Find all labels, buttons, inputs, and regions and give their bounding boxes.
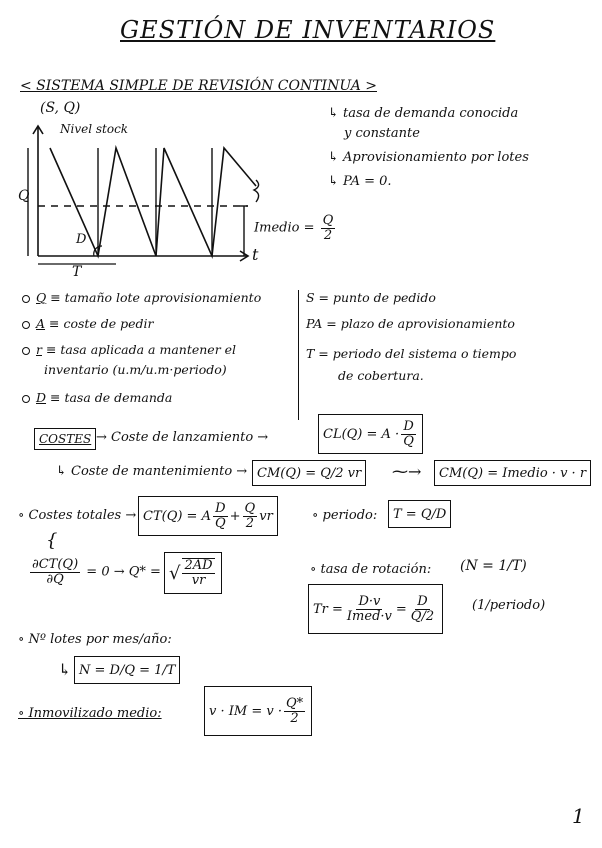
periodo-label: ∘ periodo: bbox=[312, 508, 378, 523]
ct-formula: CT(Q) = A bbox=[143, 508, 211, 524]
definition-s: S = punto de pedido bbox=[306, 290, 436, 305]
definition-r-cont: inventario (u.m/u.m·periodo) bbox=[44, 362, 227, 377]
ct-fraction-1 bbox=[213, 502, 228, 530]
ct-fraction-2 bbox=[243, 502, 258, 530]
imedio-fraction bbox=[321, 214, 336, 242]
cm-formula-box bbox=[252, 460, 366, 486]
tr-num2: D bbox=[417, 593, 428, 609]
definition-a-text: ≡ coste de pedir bbox=[45, 316, 154, 331]
graph-period-label: T bbox=[72, 264, 82, 280]
periodo-formula: T = Q/D bbox=[393, 506, 447, 522]
definition-r bbox=[22, 342, 236, 357]
graph-t-axis-label: t bbox=[252, 245, 259, 264]
ct-plus: + bbox=[229, 508, 241, 524]
definition-a-symbol: A bbox=[36, 316, 46, 331]
imedio-label: Imedio = bbox=[254, 220, 315, 236]
definition-r-symbol: r bbox=[36, 342, 42, 357]
assumption-1: ↳ tasa de demanda conocida bbox=[328, 106, 519, 121]
definition-d bbox=[22, 390, 172, 405]
derivative bbox=[28, 558, 161, 586]
lotes-arrow: ↳ bbox=[58, 660, 72, 679]
deriv-den: ∂Q bbox=[46, 571, 64, 587]
assumption-3: ↳ Aprovisionamiento por lotes bbox=[328, 150, 529, 165]
definition-d-symbol: D bbox=[36, 390, 47, 405]
tr-num1: D·v bbox=[358, 593, 381, 609]
ct-tail: vr bbox=[259, 508, 273, 524]
page-number: 1 bbox=[572, 804, 585, 828]
tr-fraction-1 bbox=[345, 595, 394, 623]
graph-d-label: D bbox=[76, 232, 87, 247]
assumption-2: y constante bbox=[344, 126, 420, 141]
column-divider bbox=[298, 290, 299, 420]
cl-num: D bbox=[403, 418, 414, 434]
assumption-4: ↳ PA = 0. bbox=[328, 174, 392, 189]
definition-q bbox=[22, 290, 261, 305]
rotacion-label: ∘ tasa de rotación: bbox=[310, 562, 432, 577]
cl-formula: CL(Q) = A · bbox=[323, 426, 400, 442]
costes-label-box bbox=[34, 428, 96, 450]
lotes-formula-box bbox=[74, 656, 180, 684]
ct-den1: Q bbox=[214, 515, 226, 531]
cm-formula: CM(Q) = Q/2 vr bbox=[257, 465, 362, 481]
inmovilizado-den: 2 bbox=[290, 710, 299, 726]
graph-y-axis-label: Nivel stock bbox=[60, 122, 129, 136]
definition-t-cont: de cobertura. bbox=[338, 368, 424, 383]
page-title: GESTIÓN DE INVENTARIOS bbox=[120, 16, 496, 44]
definition-d-text: ≡ tasa de demanda bbox=[46, 390, 173, 405]
cl-fraction bbox=[401, 420, 416, 448]
cl-den: Q bbox=[403, 433, 414, 449]
graph-q-label: Q bbox=[18, 188, 30, 204]
sqrt-num: 2AD bbox=[184, 558, 213, 574]
sqrt-den: vr bbox=[191, 573, 206, 588]
inmovilizado-fraction bbox=[284, 697, 305, 725]
coste-lanzamiento-label: → Coste de lanzamiento → bbox=[96, 430, 269, 445]
cl-formula-box bbox=[318, 414, 423, 454]
inmovilizado-label: ∘ Inmovilizado medio: bbox=[18, 706, 162, 721]
qstar-fraction bbox=[182, 558, 214, 587]
definition-pa: PA = plazo de aprovisionamiento bbox=[306, 316, 515, 331]
qstar-label: Q* = bbox=[128, 564, 161, 580]
derivative-fraction bbox=[30, 558, 80, 586]
ct-den2: 2 bbox=[245, 515, 255, 531]
lotes-label: ∘ Nº lotes por mes/año: bbox=[18, 632, 172, 647]
sawtooth-inventory-graph bbox=[16, 118, 276, 268]
imedio-annotation bbox=[254, 214, 337, 242]
qstar-formula-box: √ $\frac{2AD}{vr}$ bbox=[164, 552, 222, 594]
brace: { bbox=[46, 530, 58, 551]
definition-r-text: ≡ tasa aplicada a mantener el bbox=[41, 342, 237, 357]
tr-den2: Q/2 bbox=[410, 608, 435, 624]
squiggle-arrow: ⁓→ bbox=[392, 462, 422, 481]
tr-eq: = bbox=[395, 601, 407, 617]
rotacion-note: (1/periodo) bbox=[472, 598, 546, 613]
ct-num1: D bbox=[215, 500, 226, 516]
definition-q-symbol: Q bbox=[36, 290, 47, 305]
lotes-formula: N = D/Q = 1/T bbox=[79, 662, 176, 678]
deriv-eq: = 0 → bbox=[86, 564, 125, 580]
tr-formula-box bbox=[308, 584, 443, 634]
cm-formula2: CM(Q) = Imedio · v · r bbox=[439, 465, 587, 481]
definition-q-text: ≡ tamaño lote aprovisionamiento bbox=[46, 290, 262, 305]
imedio-num: Q bbox=[322, 213, 334, 228]
costes-totales-label: ∘ Costes totales → bbox=[18, 508, 137, 523]
section-header: < SISTEMA SIMPLE DE REVISIÓN CONTINUA > bbox=[20, 78, 377, 94]
costes-label: COSTES bbox=[39, 432, 92, 446]
inmovilizado-formula: v · IM = v · bbox=[209, 703, 282, 719]
definition-t: T = periodo del sistema o tiempo bbox=[306, 346, 517, 361]
inmovilizado-num: Q* bbox=[285, 695, 304, 711]
tr-den1: Imed·v bbox=[346, 608, 392, 624]
inmovilizado-formula-box bbox=[204, 686, 312, 736]
model-label: (S, Q) bbox=[40, 100, 81, 116]
rotacion-n-formula: (N = 1/T) bbox=[460, 558, 527, 574]
definition-a bbox=[22, 316, 154, 331]
ct-num2: Q bbox=[244, 500, 256, 516]
imedio-den: 2 bbox=[323, 227, 333, 243]
coste-mantenimiento-label: ↳ Coste de mantenimiento → bbox=[56, 464, 248, 479]
tr-label: Tr = bbox=[313, 601, 343, 617]
tr-fraction-2 bbox=[409, 595, 436, 623]
cm-formula2-box bbox=[434, 460, 591, 486]
ct-formula-box bbox=[138, 496, 278, 536]
periodo-formula-box bbox=[388, 500, 451, 528]
deriv-num: ∂CT(Q) bbox=[32, 557, 79, 572]
